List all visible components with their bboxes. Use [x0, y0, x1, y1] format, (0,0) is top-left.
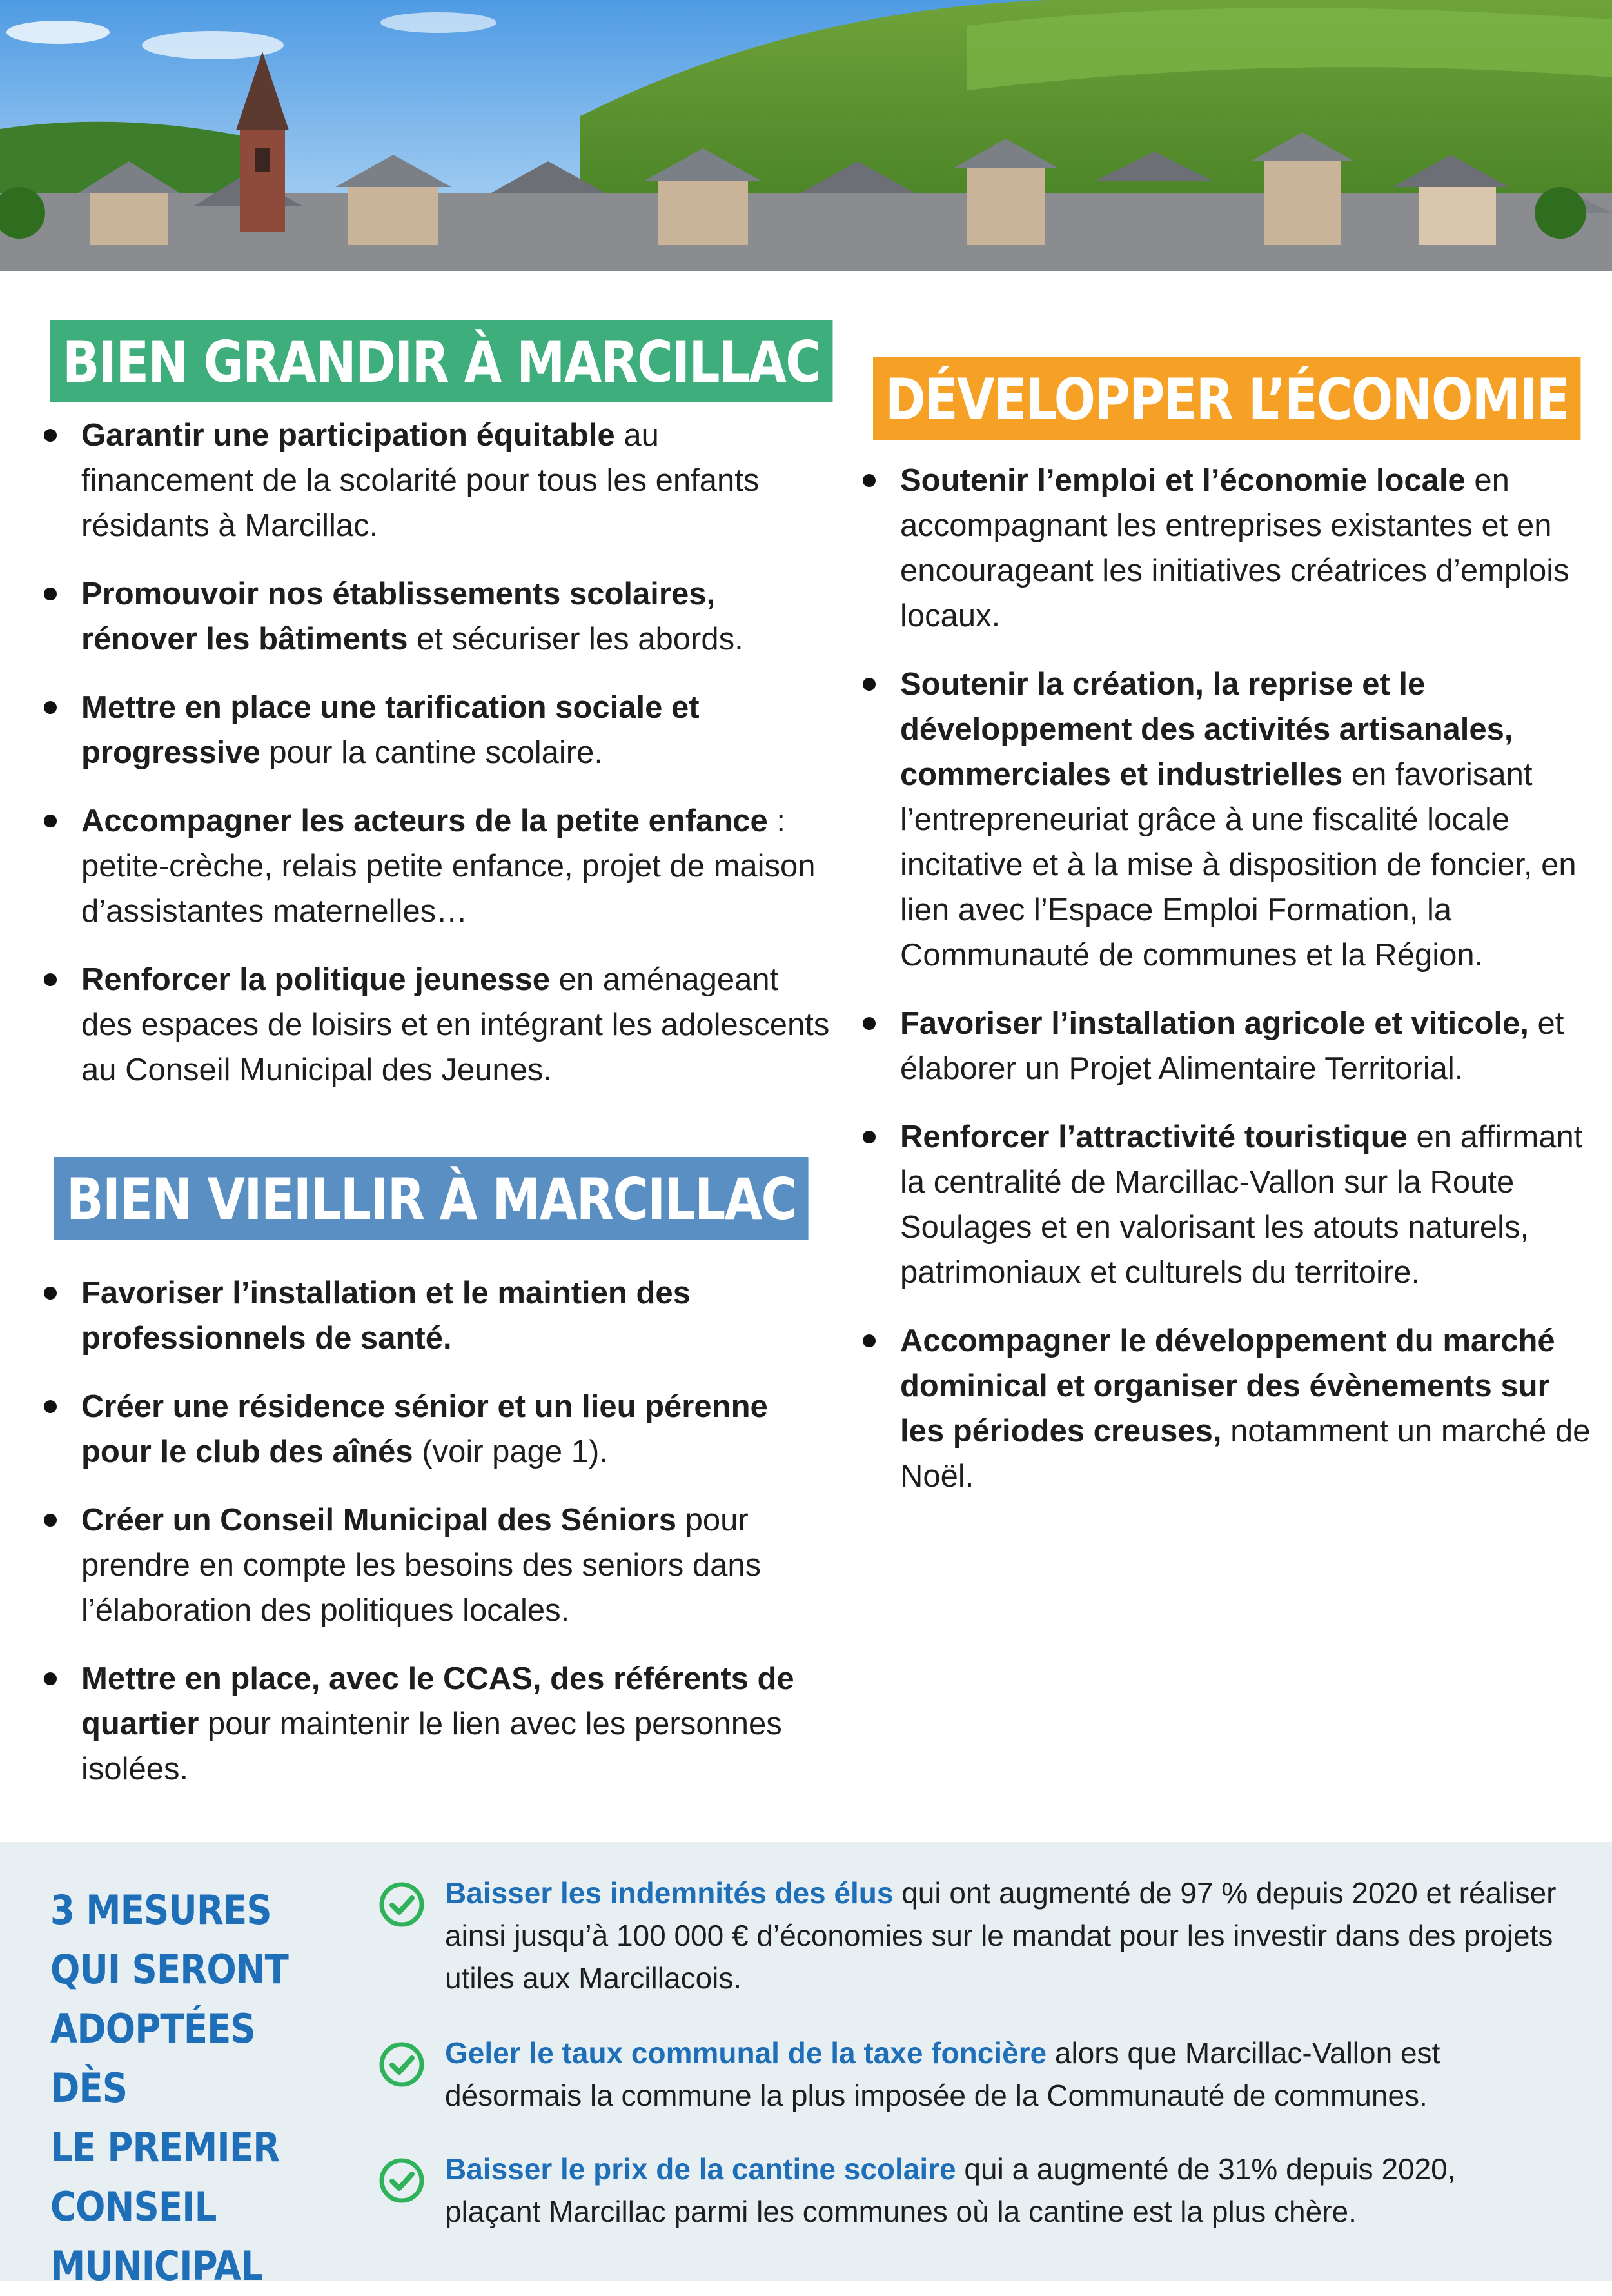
list-vieillir	[39, 1271, 832, 1815]
check-circle-icon	[378, 2041, 426, 2088]
measures-title	[50, 1881, 317, 2296]
section-heading-vieillir: BIEN VIEILLIR À MARCILLAC	[54, 1157, 808, 1240]
list-item: Garantir une participation équitable au financement de la scolarité pour tous les enfants résidants à Marcillac.	[39, 413, 832, 548]
measure-item	[378, 2032, 1558, 2117]
list-grandir	[39, 413, 832, 1116]
list-item: Mettre en place, avec le CCAS, des référents de quartier pour maintenir le lien avec les personnes isolées.	[39, 1656, 832, 1792]
measure-text: Baisser le prix de la cantine scolaire qui a augmenté de 31% depuis 2020, plaçant Marcillac parmi les communes où la cantine est la plus chère.	[445, 2152, 1456, 2228]
list-item: Favoriser l’installation agricole et viticole, et élaborer un Projet Alimentaire Territorial.	[858, 1001, 1593, 1091]
list-item: Mettre en place une tarification sociale et progressive pour la cantine scolaire.	[39, 685, 832, 775]
banner-photo	[0, 0, 1612, 271]
measures-title-line: ADOPTÉES DÈS	[50, 2005, 255, 2112]
list-economie	[858, 458, 1593, 1522]
measure-text: Geler le taux communal de la taxe foncière alors que Marcillac-Vallon est désormais la commune la plus imposée de la Communauté de communes.	[445, 2036, 1440, 2112]
list-item: Accompagner les acteurs de la petite enfance : petite-crèche, relais petite enfance, projet de maison d’assistantes maternelles…	[39, 798, 832, 934]
check-circle-icon	[378, 1881, 426, 1928]
measure-item	[378, 2148, 1558, 2233]
list-item: Favoriser l’installation et le maintien des professionnels de santé.	[39, 1271, 832, 1361]
list-item: Soutenir la création, la reprise et le développement des activités artisanales, commerciales et industrielles en favorisant l’entrepreneuriat grâce à une fiscalité locale incitative et à la mise à disposition de foncier, en lien avec l’Espace Emploi Formation, la Communauté de communes et la Région.	[858, 662, 1593, 978]
list-item: Soutenir l’emploi et l’économie locale en accompagnant les entreprises existantes et en encourageant les initiatives créatrices d’emplois locaux.	[858, 458, 1593, 638]
list-item: Accompagner le développement du marché dominical et organiser des évènements sur les périodes creuses, notamment un marché de Noël.	[858, 1318, 1593, 1499]
list-item: Promouvoir nos établissements scolaires, rénover les bâtiments et sécuriser les abords.	[39, 571, 832, 662]
measures-title-line: MUNICIPAL	[50, 2242, 262, 2290]
measures-title-line: CONSEIL	[50, 2183, 217, 2230]
measures-title-line: QUI SERONT	[50, 1946, 289, 1993]
measures-title-line: 3 MESURES	[50, 1886, 271, 1934]
check-circle-icon	[378, 2157, 426, 2204]
section-heading-grandir: BIEN GRANDIR À MARCILLAC	[50, 320, 832, 402]
measure-item	[378, 1872, 1558, 1999]
list-item: Renforcer la politique jeunesse en aménageant des espaces de loisirs et en intégrant les adolescents au Conseil Municipal des Jeunes.	[39, 957, 832, 1093]
list-item: Créer un Conseil Municipal des Séniors pour prendre en compte les besoins des seniors dans l’élaboration des politiques locales.	[39, 1498, 832, 1633]
list-item: Renforcer l’attractivité touristique en affirmant la centralité de Marcillac-Vallon sur la Route Soulages et en valorisant les atouts naturels, patrimoniaux et culturels du territoire.	[858, 1114, 1593, 1295]
list-item: Créer une résidence sénior et un lieu pérenne pour le club des aînés (voir page 1).	[39, 1384, 832, 1474]
measures-title-line: LE PREMIER	[50, 2124, 280, 2171]
section-heading-economie: DÉVELOPPER L’ÉCONOMIE	[873, 357, 1581, 440]
measure-text: Baisser les indemnités des élus qui ont augmenté de 97 % depuis 2020 et réaliser ainsi jusqu’à 100 000 € d’économies sur le mandat pour les investir dans des projets utiles aux Marcillacois.	[445, 1876, 1557, 1995]
